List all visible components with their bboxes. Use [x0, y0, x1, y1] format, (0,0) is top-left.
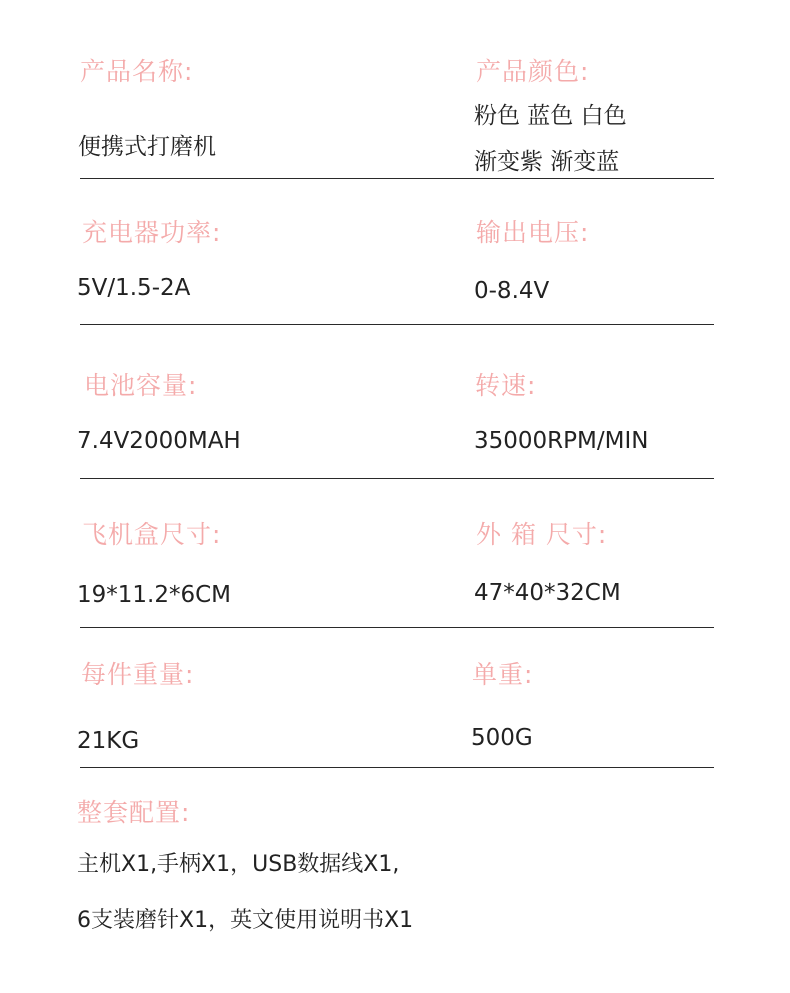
spec-label-product-name: 产品名称:	[80, 57, 194, 86]
spec-value-charger-power: 5V/1.5-2A	[77, 275, 191, 301]
spec-value-output-voltage: 0-8.4V	[474, 278, 550, 304]
config-label: 整套配置:	[77, 798, 191, 827]
spec-value-unit-weight: 500G	[471, 725, 533, 751]
spec-value-rotation-speed: 35000RPM/MIN	[474, 428, 649, 454]
config-line-2: 6支装磨针X1，英文使用说明书X1	[77, 908, 414, 933]
spec-value-product-color-line2: 渐变紫 渐变蓝	[474, 149, 620, 175]
spec-label-box-size: 飞机盒尺寸:	[82, 520, 222, 549]
spec-value-carton-size: 47*40*32CM	[474, 580, 621, 606]
spec-value-weight-per-carton: 21KG	[77, 728, 140, 754]
divider-line	[80, 478, 714, 479]
divider-line	[80, 767, 714, 768]
config-line-1: 主机X1,手柄X1，USB数据线X1,	[77, 852, 400, 877]
spec-label-weight-per-carton: 每件重量:	[81, 660, 195, 689]
spec-value-product-name: 便携式打磨机	[78, 134, 216, 160]
spec-label-unit-weight: 单重:	[472, 660, 534, 689]
spec-label-battery-capacity: 电池容量:	[84, 371, 198, 400]
spec-label-charger-power: 充电器功率:	[82, 218, 222, 247]
divider-line	[80, 627, 714, 628]
spec-label-product-color: 产品颜色:	[476, 57, 590, 86]
spec-label-rotation-speed: 转速:	[475, 371, 537, 400]
spec-label-carton-size: 外 箱 尺寸:	[476, 520, 608, 549]
divider-line	[80, 324, 714, 325]
spec-value-battery-capacity: 7.4V2000MAH	[77, 428, 241, 454]
divider-line	[80, 178, 714, 179]
spec-label-output-voltage: 输出电压:	[476, 218, 590, 247]
spec-value-box-size: 19*11.2*6CM	[77, 582, 232, 608]
spec-value-product-color-line1: 粉色 蓝色 白色	[474, 103, 627, 129]
